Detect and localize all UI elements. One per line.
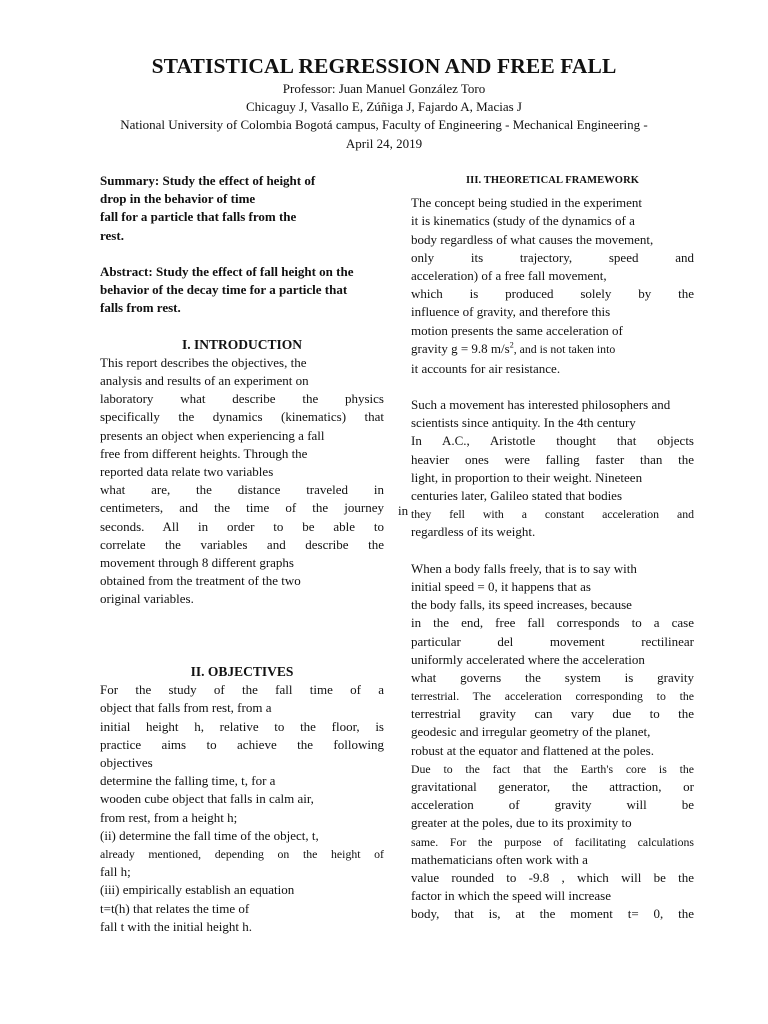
introduction-heading: I. INTRODUCTION (181, 336, 303, 352)
text-line: only its trajectory, speed and (411, 249, 694, 265)
text-line: Due to the fact that the Earth's core is the (411, 761, 694, 776)
text-line: seconds. All in order to be able to (100, 518, 384, 534)
text-line: reported data relate two variables (100, 464, 274, 479)
text-line: wooden cube object that falls in calm air, (100, 791, 314, 807)
text-line: gravitational generator, the attraction, or (411, 779, 694, 794)
text-line: particular del movement rectilinear (411, 633, 694, 649)
text-line: terrestrial. The acceleration corresponding to the (411, 689, 694, 704)
theoretical-framework-heading: III. THEORETICAL FRAMEWORK (465, 175, 640, 186)
text-line: from rest, from a height h; (100, 809, 238, 825)
summary-line: Summary: Study the effect of height of (100, 173, 316, 188)
text-line: geodesic and irregular geometry of the planet, (411, 724, 651, 740)
text-line: body, that is, at the moment t= 0, the (411, 906, 694, 922)
text-line: object that falls from rest, from a (100, 700, 272, 716)
text-line: regardless of its weight. (411, 524, 536, 540)
text-line: it is kinematics (study of the dynamics of a (411, 213, 635, 229)
text-line: greater at the poles, due to its proximity to (411, 815, 632, 831)
paper-title: STATISTICAL REGRESSION AND FREE FALL (151, 54, 617, 78)
text-line: it accounts for air resistance. (411, 360, 561, 376)
summary-line: drop in the behavior of time (100, 191, 256, 207)
text-line: Such a movement has interested philosophers and (411, 397, 671, 413)
text-line: fall t with the initial height h. (100, 918, 253, 934)
gravity-text-tail: , and is not taken into (513, 341, 616, 356)
authors-line: Chicaguy J, Vasallo E, Zúñiga J, Fajardo A, Macias J (246, 99, 522, 115)
text-line: The concept being studied in the experiment (411, 195, 643, 211)
text-line: they fell with a constant acceleration and (411, 507, 694, 522)
text-line: centimeters, and the time of the journey (100, 500, 384, 516)
text-line: correlate the variables and describe the (100, 536, 384, 552)
text-line: factor in which the speed will increase (411, 888, 611, 904)
text-line: initial speed = 0, it happens that as (411, 578, 591, 594)
text-line: same. For the purpose of facilitating calculations (411, 834, 694, 849)
abstract-line: Abstract: Study the effect of fall height on the (100, 263, 354, 279)
text-line: acceleration of gravity will be (411, 797, 694, 813)
text-line: scientists since antiquity. In the 4th century (411, 415, 636, 431)
text-line: In A.C., Aristotle thought that objects (411, 433, 694, 449)
text-line: the body falls, its speed increases, because (411, 597, 632, 613)
text-line: laboratory what describe the physics (100, 391, 384, 407)
text-line: acceleration) of a free fall movement, (411, 267, 607, 283)
text-line: This report describes the objectives, the (100, 354, 307, 370)
text-line: obtained from the treatment of the two (100, 573, 301, 589)
text-line: motion presents the same acceleration of (411, 322, 623, 338)
right-column (411, 172, 694, 924)
text-line: specifically the dynamics (kinematics) that (100, 409, 384, 425)
text-line: in the end, free fall corresponds to a case (411, 615, 694, 631)
affiliation-line: National University of Colombia Bogotá campus, Faculty of Engineering - Mechanical Engineering - (120, 117, 648, 133)
text-line: heavier ones were falling faster than the (411, 451, 694, 467)
text-line: presents an object when experiencing a fall (100, 427, 325, 443)
abstract-line: behavior of the decay time for a particle that (100, 282, 348, 298)
objectives-text (100, 681, 384, 936)
text-line: mathematicians often work with a (411, 851, 588, 867)
gravity-text: gravity g = 9.8 m/s (411, 340, 510, 356)
text-line: terrestrial gravity can vary due to the (411, 706, 694, 722)
professor-line: Professor: Juan Manuel González Toro (282, 81, 486, 96)
text-line: fall h; (100, 864, 131, 880)
text-line: t=t(h) that relates the time of (100, 900, 250, 916)
text-line: what are, the distance traveled in (100, 482, 384, 498)
text-line: practice aims to achieve the following (100, 736, 384, 752)
framework-paragraph-2 (411, 396, 694, 542)
text-line: original variables. (100, 591, 194, 607)
text-line: objectives (100, 755, 153, 771)
gravity-exponent: 2 (509, 340, 514, 350)
objectives-heading: II. OBJECTIVES (190, 664, 294, 680)
abstract-line: falls from rest. (100, 300, 181, 316)
summary-line: fall for a particle that falls from the (100, 209, 297, 225)
abstract-block (100, 263, 384, 318)
framework-paragraph-3 (411, 560, 694, 924)
paper-header (0, 52, 768, 153)
gravity-line (411, 340, 694, 360)
text-line: movement through 8 different graphs (100, 554, 294, 570)
summary-block (100, 172, 384, 245)
text-line: analysis and results of an experiment on (100, 373, 309, 389)
text-line: determine the falling time, t, for a (100, 773, 276, 789)
text-line: robust at the equator and flattened at the poles. (411, 742, 654, 758)
text-line: influence of gravity, and therefore this (411, 304, 611, 320)
text-line: (iii) empirically establish an equation (100, 882, 295, 898)
summary-line: rest. (100, 227, 124, 243)
introduction-text (100, 354, 384, 609)
framework-paragraph-1 (411, 194, 694, 378)
text-line: centuries later, Galileo stated that bodies (411, 488, 623, 503)
text-line: uniformly accelerated where the acceleration (411, 651, 645, 667)
text-line: what governs the system is gravity (411, 669, 694, 685)
text-line: body regardless of what causes the movement, (411, 231, 654, 247)
stray-text-fragment: in (398, 503, 409, 518)
text-line: initial height h, relative to the floor, is (100, 718, 384, 734)
text-line: already mentioned, depending on the height of (100, 846, 384, 861)
text-line: (ii) determine the fall time of the object, t, (100, 827, 319, 843)
left-column (100, 172, 384, 936)
text-line: light, in proportion to their weight. Nineteen (411, 469, 643, 485)
date-line: April 24, 2019 (345, 135, 423, 151)
text-line: which is produced solely by the (411, 286, 694, 302)
text-line: free from different heights. Through the (100, 445, 308, 461)
text-line: For the study of the fall time of a (100, 682, 384, 698)
text-line: When a body falls freely, that is to say with (411, 560, 637, 576)
text-line: value rounded to -9.8 , which will be the (411, 869, 694, 885)
